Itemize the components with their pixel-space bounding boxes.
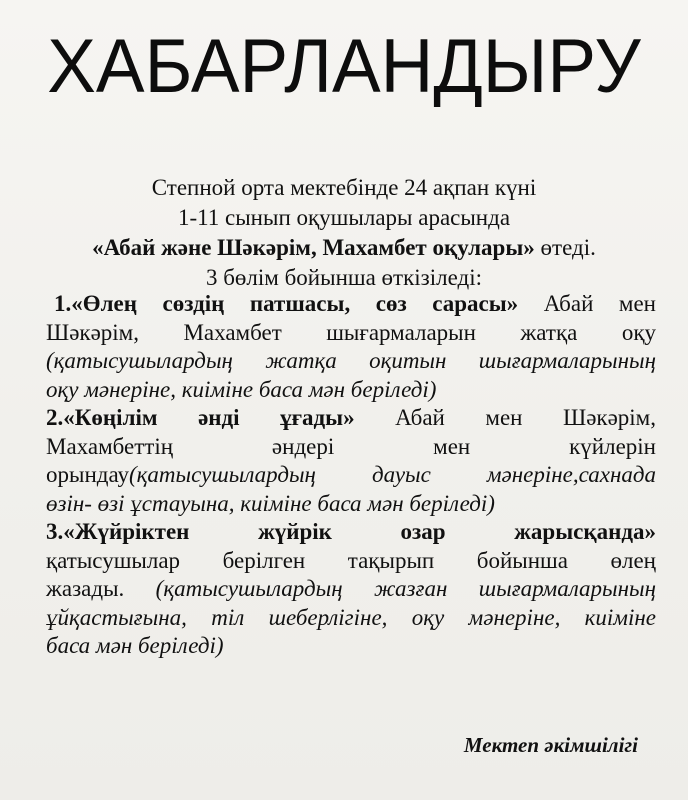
section-3-line-4: ұйқастығына, тіл шеберлігіне, оқу мәнеріне, киіміне (46, 604, 656, 630)
section-2-line-2: Махамбеттің әндері мен күйлерін (46, 433, 656, 459)
section-1-line-1-rest: Абай мен (518, 291, 656, 316)
signature: Мектеп әкімшілігі (463, 733, 638, 757)
intro-line-4: 3 бөлім бойынша өткізіледі: (205, 265, 483, 290)
section-3-line-2: қатысушылар берілген тақырып бойынша өлең (46, 547, 656, 573)
intro-line-2: 1-11 сынып оқушылары арасында (177, 205, 511, 230)
section-3-line-3-plain: жазады. (46, 576, 156, 601)
section-3-line-3-italic: (қатысушылардың жазған шығармаларының (155, 576, 656, 601)
intro-line-1: Степной орта мектебінде 24 ақпан күні (151, 175, 537, 200)
section-3-line-3 (46, 575, 656, 604)
section-2-line-3-plain: орындау (46, 462, 130, 487)
intro-line-3 (0, 233, 688, 263)
event-name: «Абай және Шәкәрім, Махамбет оқулары» (92, 235, 535, 260)
section-2-line-1 (46, 404, 656, 433)
section-1-line-1 (46, 290, 656, 319)
intro-block (0, 173, 688, 293)
section-1 (46, 290, 656, 404)
section-1-line-3: (қатысушылардың жатқа оқитын шығармаларының (46, 348, 656, 373)
section-2-line-1-rest: Абай мен Шәкәрім, (354, 405, 656, 430)
section-2 (46, 404, 656, 518)
intro-line-3-rest: өтеді. (534, 235, 596, 260)
section-2-heading: 2.«Көңілім әнді ұғады» (46, 405, 355, 430)
section-3 (46, 518, 656, 661)
section-2-line-3 (46, 461, 656, 490)
section-2-line-3-italic: (қатысушылардың дауыс мәнеріне,сахнада (129, 462, 656, 487)
section-2-line-4: өзін- өзі ұстауына, киіміне баса мән беріледі) (46, 490, 495, 516)
section-1-line-2: Шәкәрім, Махамбет шығармаларын жатқа оқу (46, 319, 656, 345)
sections-body (46, 290, 656, 661)
page-title: ХАБАРЛАНДЫРУ (47, 24, 641, 109)
section-1-heading: 1.«Өлең сөздің патшасы, сөз сарасы» (54, 291, 519, 316)
section-3-heading: 3.«Жүйріктен жүйрік озар жарысқанда» (46, 519, 656, 544)
section-3-line-5: баса мән беріледі) (46, 633, 224, 658)
section-1-line-4: оқу мәнеріне, киіміне баса мән беріледі) (46, 376, 437, 402)
